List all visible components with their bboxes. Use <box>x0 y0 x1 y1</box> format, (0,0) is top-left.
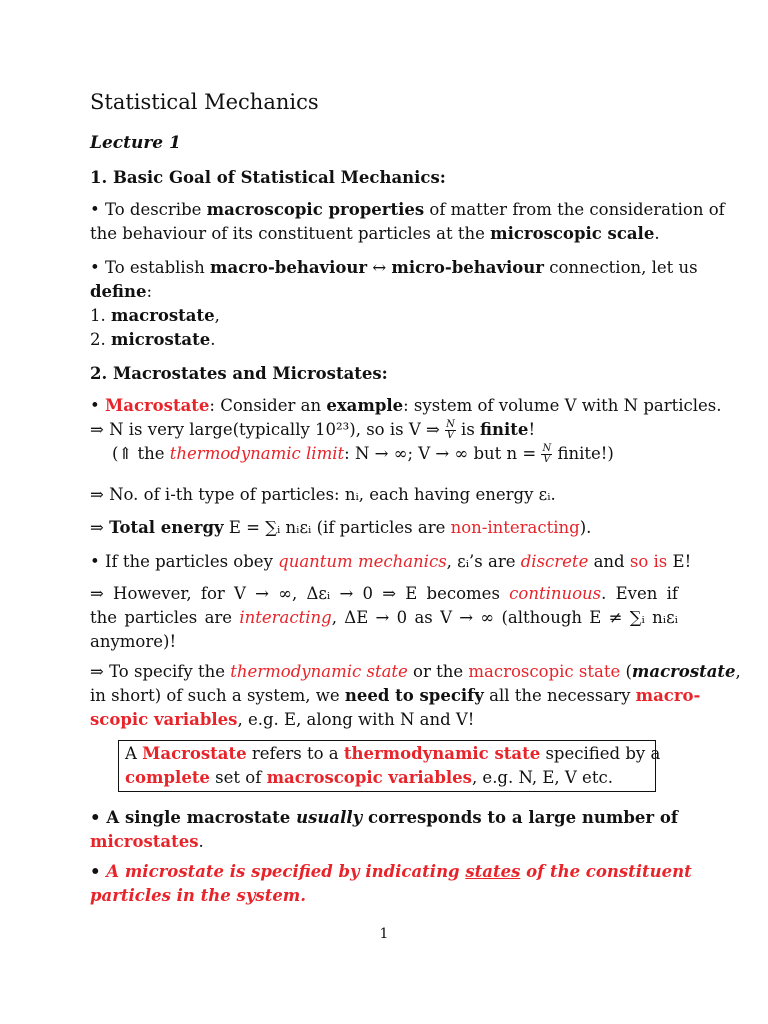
text-line: microstates. <box>90 832 204 851</box>
text-line: • Macrostate: Consider an example: system of volume V with N particles. <box>90 396 722 415</box>
text-line: ⇒ Total energy E = ∑ᵢ nᵢεᵢ (if particles are non-interacting). <box>90 518 592 537</box>
paragraph-types <box>90 483 678 507</box>
text-line: • If the particles obey quantum mechanics, εᵢ’s are discrete and so is E! <box>90 552 692 571</box>
paragraph-specify <box>90 660 741 732</box>
text-line: the particles are interacting, ΔE → 0 as V → ∞ (although E ≠ ∑ᵢ nᵢεᵢ <box>90 608 678 627</box>
paragraph-connection <box>90 256 698 352</box>
fraction: $\frac{N}{V}$ <box>542 443 552 465</box>
fraction: $\frac{N}{V}$ <box>446 419 455 441</box>
text-line: complete set of macroscopic variables, e.g. N, E, V etc. <box>125 768 613 787</box>
text-line: • To establish macro-behaviour ↔ micro-behaviour connection, let us <box>90 258 698 277</box>
text-line: the behaviour of its constituent particles at the microscopic scale. <box>90 224 660 243</box>
text-line: define: <box>90 282 153 301</box>
paragraph-goal <box>90 198 725 246</box>
page-number: 1 <box>379 926 389 942</box>
text-line: • A single macrostate usually corresponds to a large number of <box>90 808 678 827</box>
lecture-label: Lecture 1 <box>90 133 181 153</box>
text-line: ⇒ No. of i-th type of particles: nᵢ, each having energy εᵢ. <box>90 485 556 504</box>
text-line: scopic variables, e.g. E, along with N and V! <box>90 710 475 729</box>
definition-box <box>118 740 661 792</box>
paragraph-microstate <box>90 860 692 908</box>
paragraph-single-macrostate <box>90 806 678 854</box>
paragraph-quantum <box>90 550 692 574</box>
section-heading-2: 2. Macrostates and Microstates: <box>90 364 388 383</box>
text-line: A Macrostate refers to a thermodynamic state specified by a <box>125 744 661 763</box>
text-line: in short) of such a system, we need to specify all the necessary macro- <box>90 686 701 705</box>
text-line: particles in the system. <box>90 886 307 905</box>
list-item: 2. microstate. <box>90 330 216 349</box>
text-line: anymore)! <box>90 632 177 651</box>
text-line: (⇑ the thermodynamic limit: N → ∞; V → ∞ but n = $\frac{N}{V}$ finite!) <box>112 443 614 465</box>
paragraph-macrostate <box>90 394 722 466</box>
page-title: Statistical Mechanics <box>90 90 319 114</box>
section-heading-1: 1. Basic Goal of Statistical Mechanics: <box>90 168 446 187</box>
paragraph-energy <box>90 516 678 540</box>
text-line: ⇒ N is very large(typically 10²³), so is V ⇒ $\frac{N}{V}$ is finite! <box>90 419 536 441</box>
paragraph-continuous <box>90 582 678 654</box>
text-line: ⇒ To specify the thermodynamic state or the macroscopic state (macrostate, <box>90 662 741 681</box>
list-item: 1. macrostate, <box>90 306 220 325</box>
text-line: • To describe macroscopic properties of matter from the consideration of <box>90 200 725 219</box>
text-line: ⇒ However, for V → ∞, Δεᵢ → 0 ⇒ E becomes continuous. Even if <box>90 584 678 603</box>
text-line: • A microstate is specified by indicating states of the constituent <box>90 862 692 881</box>
